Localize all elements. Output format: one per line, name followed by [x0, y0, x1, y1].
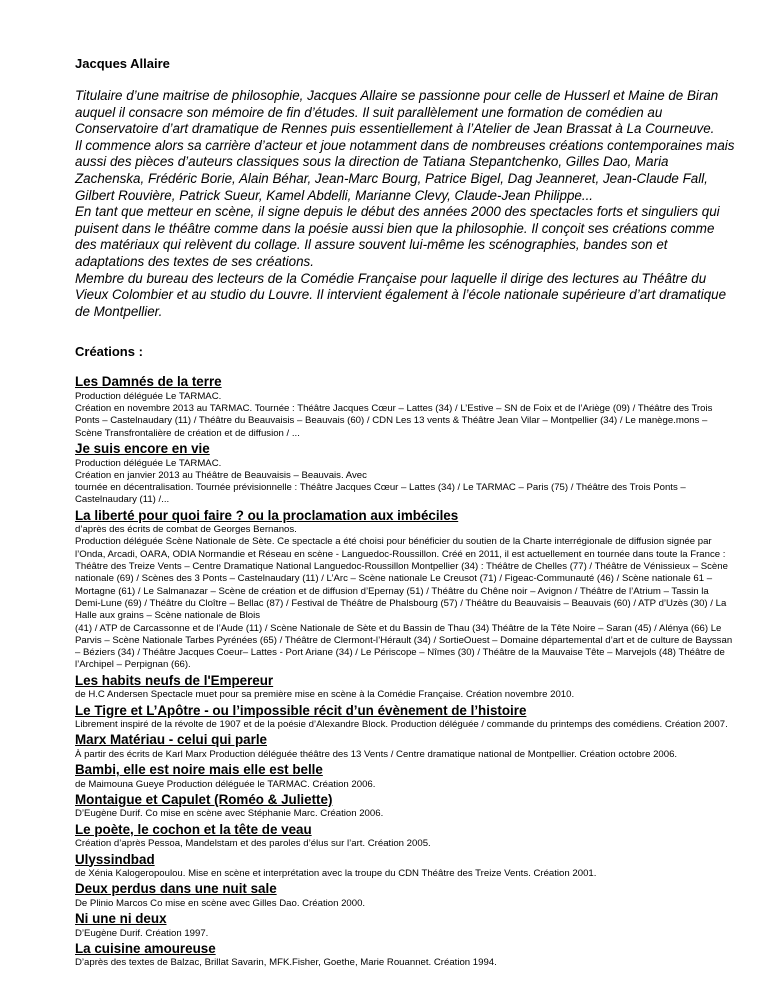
creation-title: Je suis encore en vie — [75, 441, 210, 456]
creation-description: D’Eugène Durif. Co mise en scène avec Stéphanie Marc. Création 2006. — [75, 808, 384, 820]
creation-entry — [75, 762, 735, 791]
creations-list — [75, 374, 735, 969]
author-name: Jacques Allaire — [75, 56, 170, 71]
document-page — [75, 56, 735, 971]
creation-entry — [75, 703, 735, 732]
creation-title: Le poète, le cochon et la tête de veau — [75, 821, 312, 837]
creation-title: Ulyssindbad — [75, 851, 155, 867]
creation-entry — [75, 911, 735, 940]
creation-title: La cuisine amoureuse — [75, 940, 216, 956]
creation-description: d’après des écrits de combat de Georges Bernanos. Production déléguée Scène Nationale de Sète. Ce spectacle a été choisi pour bénéficier du soutien de la Charte interrégionale de diffusion signée par l’Onda, Arcadi, OARA, ODIA Normandie et Réseau en scène - Languedoc-Roussillon. Créé en 2011, il est actuellement en tournée dans toute la France : Théâtre des Treize Vents – Centre Dramatique National Languedoc-Roussillon Montpellier (34) : Théâtre de Chelles (77) / Théâtre de Vénissieux – Scène nationale (69) / Scènes des 3 Ponts – Castelnaudary (11) / L’Arc – Scène nationale Le Creusot (71) / Figeac-Communauté (46) / Scène nationale 61 – Mortagne (61) / Le Salmanazar – Scène de création et de diffusion d’Epernay (51) / Théâtre du Chêne noir – Avignon / Théâtre de l’Atrium – Tassin la Demi-Lune (69) / Théâtre du Cloître – Bellac (87) / Festival de Théâtre de Phalsbourg (57) / Théâtre du Beauvaisis – Beauvais (60) / ATP d’Uzès (30) / La Halle aux grains – Scène nationale de Blois (41) / ATP de Carcassonne et de l’Aude (11) / Scène Nationale de Sète et du Bassin de Thau (34) Théâtre de la Tête Noire – Saran (45) / Alénya (66) Le Parvis – Scène Nationale Tarbes Pyrénées (65) / Théâtre de Clermont-l’Hérault (34) / SortieOuest – Domaine départemental d’art et de culture de Bayssan – Béziers (34) / Théâtre Jacques Coeur– Lattes - Port Ariane (34) / Le Périscope – Nîmes (30) / Théâtre de la Mauvaise Tête – Marvejols (48) Théâtre de l’Archipel – Perpignan (66). — [75, 524, 733, 671]
creation-entry — [75, 941, 735, 970]
creation-description: Production déléguée Le TARMAC. Création en novembre 2013 au TARMAC. Tournée : Théâtre Jacques Cœur – Lattes (34) / L’Estive – SN de Foix et de l’Ariège (09) / Théâtre des Trois Ponts – Castelnaudary (11) / Théâtre du Beauvaisis – Beauvais (60) / CDN Les 13 vents & Théâtre Jean Vilar – Montpellier (34) / Le manège.mons – Scène Transfrontalière de création et de diffusion / ... — [75, 390, 713, 439]
creation-entry — [75, 508, 735, 672]
creation-description: À partir des écrits de Karl Marx Production déléguée théâtre des 13 Vents / Centre dramatique national de Montpellier. Création octobre 2006. — [75, 748, 678, 760]
creation-description: Production déléguée Le TARMAC. Création en janvier 2013 au Théâtre de Beauvaisis – Beauvais. Avec tournée en décentralisation. Tournée prévisionnelle : Théâtre Jacques Cœur – Lattes (34) / Le TARMAC – Paris (75) / Théâtre des Trois Ponts – Castelnaudary (11) /... — [75, 457, 686, 506]
creation-description: D’Eugène Durif. Création 1997. — [75, 927, 209, 939]
creation-description: D’après des textes de Balzac, Brillat Savarin, MFK.Fisher, Goethe, Marie Rouannet. Création 1994. — [75, 957, 497, 969]
creation-title: Montaigue et Capulet (Roméo & Juliette) — [75, 791, 333, 807]
creation-description: de Xénia Kalogeropoulou. Mise en scène et interprétation avec la troupe du CDN Théâtre des Treize Vents. Création 2001. — [75, 868, 597, 880]
creation-title: Le Tigre et L’Apôtre - ou l’impossible récit d’un évènement de l’histoire — [75, 702, 527, 718]
creation-title: Deux perdus dans une nuit sale — [75, 881, 277, 897]
creation-entry — [75, 852, 735, 881]
creation-description: De Plinio Marcos Co mise en scène avec Gilles Dao. Création 2000. — [75, 897, 366, 909]
creation-entry — [75, 822, 735, 851]
creation-entry — [75, 732, 735, 761]
creation-entry — [75, 881, 735, 910]
creation-title: Les habits neufs de l'Empereur — [75, 672, 274, 688]
creation-description: de Maimouna Gueye Production déléguée le TARMAC. Création 2006. — [75, 778, 376, 790]
creation-title: Ni une ni deux — [75, 911, 167, 927]
creation-title: Bambi, elle est noire mais elle est belle — [75, 762, 323, 778]
biography-text: Titulaire d’une maitrise de philosophie, Jacques Allaire se passionne pour celle de Husserl et Maine de Biran auquel il consacre son mémoire de fin d’études. Il suit parallèlement une formation de comédien au Conservatoire d’art dramatique de Rennes puis essentiellement à l’Atelier de Jean Brassat à La Courneuve. Il commence alors sa carrière d’acteur et joue notamment dans de nombreuses créations contemporaines mais aussi des pièces d’auteurs classiques sous la direction de Tatiana Stepantchenko, Gilles Dao, Maria Zachenska, Frédéric Borie, Alain Béhar, Jean-Marc Bourg, Patrice Bigel, Dag Jeanneret, Jean-Claude Fall, Gilbert Rouvière, Patrick Sueur, Kamel Abdelli, Marianne Clevy, Claude-Jean Philippe... En tant que metteur en scène, il signe depuis le début des années 2000 des spectacles forts et singuliers qui puisent dans le théâtre comme dans la poésie aussi bien que la philosophie. Il conçoit ses créations comme des matériaux qui relèvent du collage. Il assure souvent lui-même les scénographies, bandes son et adaptations des textes de ses créations. Membre du bureau des lecteurs de la Comédie Française pour laquelle il dirige des lectures au Théâtre du Vieux Colombier et au studio du Louvre. Il intervient également à l’école nationale supérieure d’art dramatique de Montpellier. — [75, 88, 735, 319]
creation-title: La liberté pour quoi faire ? ou la proclamation aux imbéciles — [75, 507, 459, 523]
creation-entry — [75, 792, 735, 821]
creations-heading: Créations : — [75, 344, 143, 360]
creation-description: de H.C Andersen Spectacle muet pour sa première mise en scène à la Comédie Française. Création novembre 2010. — [75, 689, 575, 701]
creation-description: Librement inspiré de la révolte de 1907 et de la poésie d’Alexandre Block. Production déléguée / commande du printemps des comédiens. Création 2007. — [75, 719, 728, 731]
creation-entry — [75, 673, 735, 702]
creation-entry — [75, 374, 735, 440]
creation-description: Création d’après Pessoa, Mandelstam et des paroles d’élus sur l’art. Création 2005. — [75, 838, 431, 850]
creation-title: Les Damnés de la terre — [75, 374, 222, 390]
creation-entry — [75, 441, 735, 507]
creation-title: Marx Matériau - celui qui parle — [75, 732, 267, 748]
